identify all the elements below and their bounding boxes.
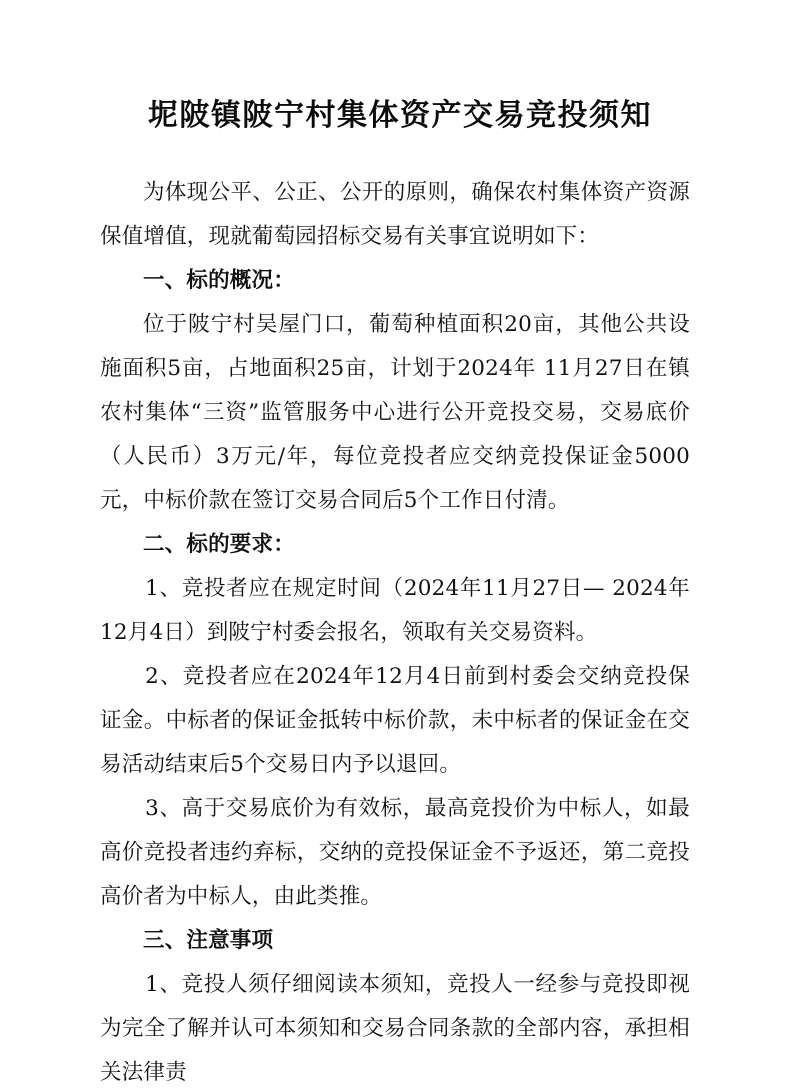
section-heading-3: 三、注意事项 — [143, 928, 274, 953]
section-2-item-3: 3、高于交易底价为有效标，最高竞投价为中标人，如最高价竞投者违约弃标，交纳的竞投保证金不予返还，第二竞投高价者为中标人，由此类推。 — [100, 796, 690, 909]
section-3-item-1: 1、竞投人须仔细阅读本须知，竞投人一经参与竞投即视为完全了解并认可本须知和交易合同条款的全部内容，承担相关法律责 — [100, 972, 690, 1085]
section-heading-2: 二、标的要求： — [143, 532, 295, 557]
section-1-body: 位于陂宁村吴屋门口，葡萄种植面积20亩，其他公共设施面积5亩，占地面积25亩，计划于2024年 11月27日在镇农村集体“三资”监管服务中心进行公开竞投交易，交易底价（人民币）3万元/年，每位竞投者应交纳竞投保证金5000元，中标价款在签订交易合同后5个工作日付清。 — [100, 312, 690, 513]
page-title: 坭陂镇陂宁村集体资产交易竞投须知 — [148, 98, 652, 134]
section-2-item-1: 1、竞投者应在规定时间（2024年11月27日— 2024年12月4日）到陂宁村委会报名，领取有关交易资料。 — [100, 576, 690, 645]
document-body — [100, 171, 690, 1090]
section-2-item-2: 2、竞投者应在2024年12月4日前到村委会交纳竞投保证金。中标者的保证金抵转中标价款，未中标者的保证金在交易活动结束后5个交易日内予以退回。 — [100, 664, 690, 777]
intro-paragraph: 为体现公平、公正、公开的原则，确保农村集体资产资源保值增值，现就葡萄园招标交易有关事宜说明如下： — [100, 180, 690, 249]
section-heading-1: 一、标的概况： — [143, 268, 295, 293]
